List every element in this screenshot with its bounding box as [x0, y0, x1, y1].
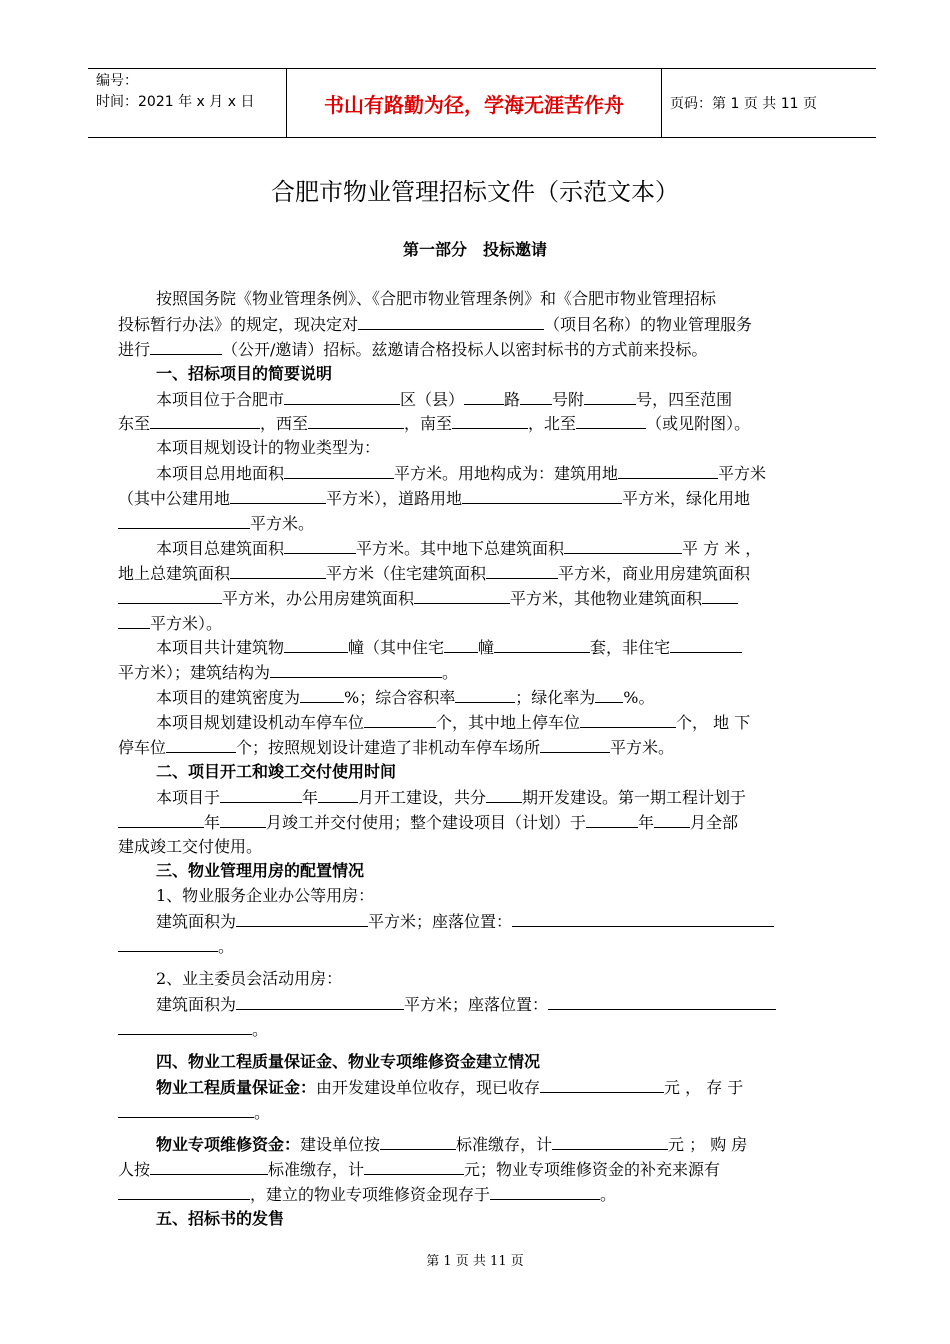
- page-footer: 第 1 页 共 11 页: [426, 1254, 524, 1269]
- paragraph-line: 。: [118, 934, 846, 959]
- heading-5: 五、招标书的发售: [156, 1209, 285, 1229]
- paragraph-line: ，建立的物业专项维修资金现存于 。: [118, 1182, 846, 1207]
- fill-blank[interactable]: [118, 1182, 250, 1200]
- header-left-cell: [88, 69, 287, 137]
- paragraph-line: 平方米）。: [118, 611, 846, 636]
- paragraph-line: 建成竣工交付使用。: [118, 836, 263, 856]
- fill-blank[interactable]: [236, 909, 368, 927]
- fill-blank[interactable]: [512, 909, 774, 927]
- paragraph-line: 本项目总用地面积 平方米。用地构成为：建筑用地 平方米: [118, 461, 846, 486]
- fill-blank[interactable]: [220, 810, 266, 828]
- paragraph-line: 东至 ，西至 ，南至 ，北至 （或见附图）。: [118, 411, 846, 436]
- paragraph-line: 进行 （公开/邀请）招标。兹邀请合格投标人以密封标书的方式前来投标。: [118, 337, 846, 362]
- fill-blank[interactable]: [230, 561, 326, 579]
- paragraph-line: 年 月竣工并交付使用；整个建设项目（计划）于 年 月全部: [118, 810, 846, 835]
- fill-blank[interactable]: [486, 561, 558, 579]
- paragraph-line: （其中公建用地 平方米），道路用地 平方米，绿化用地: [118, 486, 846, 511]
- motto: 书山有路勤为径，学海无涯苦作舟: [287, 69, 662, 137]
- time-label: 时间：2021 年 x 月 x 日: [96, 94, 255, 110]
- paragraph-line: 本项目规划设计的物业类型为：: [156, 438, 381, 458]
- fill-blank[interactable]: [462, 486, 622, 504]
- fill-blank[interactable]: [595, 685, 623, 703]
- fill-blank[interactable]: [118, 1017, 252, 1035]
- fill-blank[interactable]: [580, 710, 676, 728]
- fill-blank[interactable]: [118, 611, 150, 629]
- fill-blank[interactable]: [284, 387, 400, 405]
- paragraph-line: 本项目总建筑面积 平方米。其中地下总建筑面积 平 方 米 ，: [118, 536, 846, 561]
- paragraph-line: 物业工程质量保证金：由开发建设单位收存，现已收存 元 ， 存 于: [118, 1075, 846, 1100]
- fill-blank[interactable]: [118, 1100, 254, 1118]
- fill-blank[interactable]: [494, 635, 590, 653]
- fill-blank[interactable]: [284, 536, 356, 554]
- fill-blank[interactable]: [455, 685, 515, 703]
- fill-blank[interactable]: [166, 735, 236, 753]
- heading-4: 四、物业工程质量保证金、物业专项维修资金建立情况: [156, 1051, 541, 1071]
- fill-blank[interactable]: [220, 785, 302, 803]
- page-info: 页码：第 1 页 共 11 页: [670, 96, 817, 112]
- fill-blank[interactable]: [618, 461, 718, 479]
- fill-blank[interactable]: [300, 685, 344, 703]
- fill-blank[interactable]: [364, 1157, 464, 1175]
- fill-blank[interactable]: [284, 461, 394, 479]
- fill-blank[interactable]: [520, 387, 552, 405]
- paragraph-line: 2、业主委员会活动用房：: [156, 969, 343, 989]
- paragraph-line: 1、物业服务企业办公等用房：: [156, 886, 375, 906]
- paragraph-line: 本项目位于合肥市 区（县） 路 号附 号，四至范围: [118, 387, 846, 412]
- paragraph-line: 建筑面积为 平方米；座落位置：: [118, 992, 846, 1017]
- fill-blank[interactable]: [236, 992, 404, 1010]
- fill-blank[interactable]: [702, 586, 738, 604]
- fill-blank[interactable]: [548, 992, 776, 1010]
- fill-blank[interactable]: [364, 710, 436, 728]
- paragraph-line: 人按 标准缴存，计 元；物业专项维修资金的补充来源有: [118, 1157, 846, 1182]
- paragraph-line: 平方米，办公用房建筑面积 平方米，其他物业建筑面积: [118, 586, 846, 611]
- paragraph-line: 建筑面积为 平方米；座落位置：: [118, 909, 846, 934]
- fill-blank[interactable]: [564, 536, 682, 554]
- fill-blank[interactable]: [670, 635, 742, 653]
- paragraph-line: 按照国务院《物业管理条例》、《合肥市物业管理条例》和《合肥市物业管理招标: [156, 289, 717, 308]
- fill-blank[interactable]: [118, 934, 218, 952]
- paragraph-line: 地上总建筑面积 平方米（住宅建筑面积 平方米，商业用房建筑面积: [118, 561, 846, 586]
- fill-blank[interactable]: [414, 586, 510, 604]
- heading-3: 三、物业管理用房的配置情况: [156, 861, 365, 881]
- paragraph-line: 平方米）；建筑结构为 。: [118, 660, 846, 685]
- paragraph-line: 投标暂行办法》的规定，现决定对 （项目名称）的物业管理服务: [118, 312, 846, 337]
- fill-blank[interactable]: [576, 411, 646, 429]
- paragraph-line: 本项目共计建筑物 幢（其中住宅 幢 套，非住宅: [118, 635, 846, 660]
- fill-blank[interactable]: [586, 810, 638, 828]
- section-title: 第一部分 投标邀请: [402, 240, 547, 259]
- fill-blank[interactable]: [654, 810, 690, 828]
- document-title: 合肥市物业管理招标文件（示范文本）: [271, 178, 679, 206]
- document-body: [118, 287, 846, 1232]
- fill-blank[interactable]: [486, 785, 522, 803]
- fill-blank[interactable]: [270, 660, 442, 678]
- heading-2: 二、项目开工和竣工交付使用时间: [156, 761, 397, 781]
- fill-blank[interactable]: [318, 785, 358, 803]
- fill-blank[interactable]: [452, 411, 528, 429]
- paragraph-line: 本项目规划建设机动车停车位 个，其中地上停车位 个， 地 下: [118, 710, 846, 735]
- fill-blank[interactable]: [540, 1075, 664, 1093]
- fill-blank[interactable]: [308, 411, 404, 429]
- fill-blank[interactable]: [358, 312, 544, 330]
- fill-blank[interactable]: [230, 486, 326, 504]
- paragraph-line: 。: [118, 1017, 846, 1042]
- header-table: [88, 68, 876, 138]
- paragraph-line: 平方米。: [118, 511, 846, 536]
- fill-blank[interactable]: [118, 586, 222, 604]
- paragraph-line: 停车位 个；按照规划设计建造了非机动车停车场所 平方米。: [118, 735, 846, 760]
- paragraph-line: 物业专项维修资金：建设单位按 标准缴存，计 元 ； 购 房: [118, 1132, 846, 1157]
- fill-blank[interactable]: [284, 635, 348, 653]
- fill-blank[interactable]: [584, 387, 636, 405]
- heading-1: 一、招标项目的简要说明: [156, 363, 333, 383]
- fill-blank[interactable]: [444, 635, 478, 653]
- number-label: 编号：: [96, 73, 138, 89]
- fill-blank[interactable]: [150, 411, 260, 429]
- fill-blank[interactable]: [150, 337, 222, 355]
- fill-blank[interactable]: [150, 1157, 268, 1175]
- paragraph-line: 本项目的建筑密度为 %；综合容积率 ；绿化率为 %。: [118, 685, 846, 710]
- fill-blank[interactable]: [540, 735, 610, 753]
- fill-blank[interactable]: [490, 1182, 600, 1200]
- fill-blank[interactable]: [552, 1132, 668, 1150]
- paragraph-line: 。: [118, 1100, 846, 1125]
- paragraph-line: 本项目于 年 月开工建设，共分 期开发建设。第一期工程计划于: [118, 785, 846, 810]
- fill-blank[interactable]: [380, 1132, 456, 1150]
- fill-blank[interactable]: [118, 810, 204, 828]
- fill-blank[interactable]: [464, 387, 504, 405]
- fill-blank[interactable]: [118, 511, 250, 529]
